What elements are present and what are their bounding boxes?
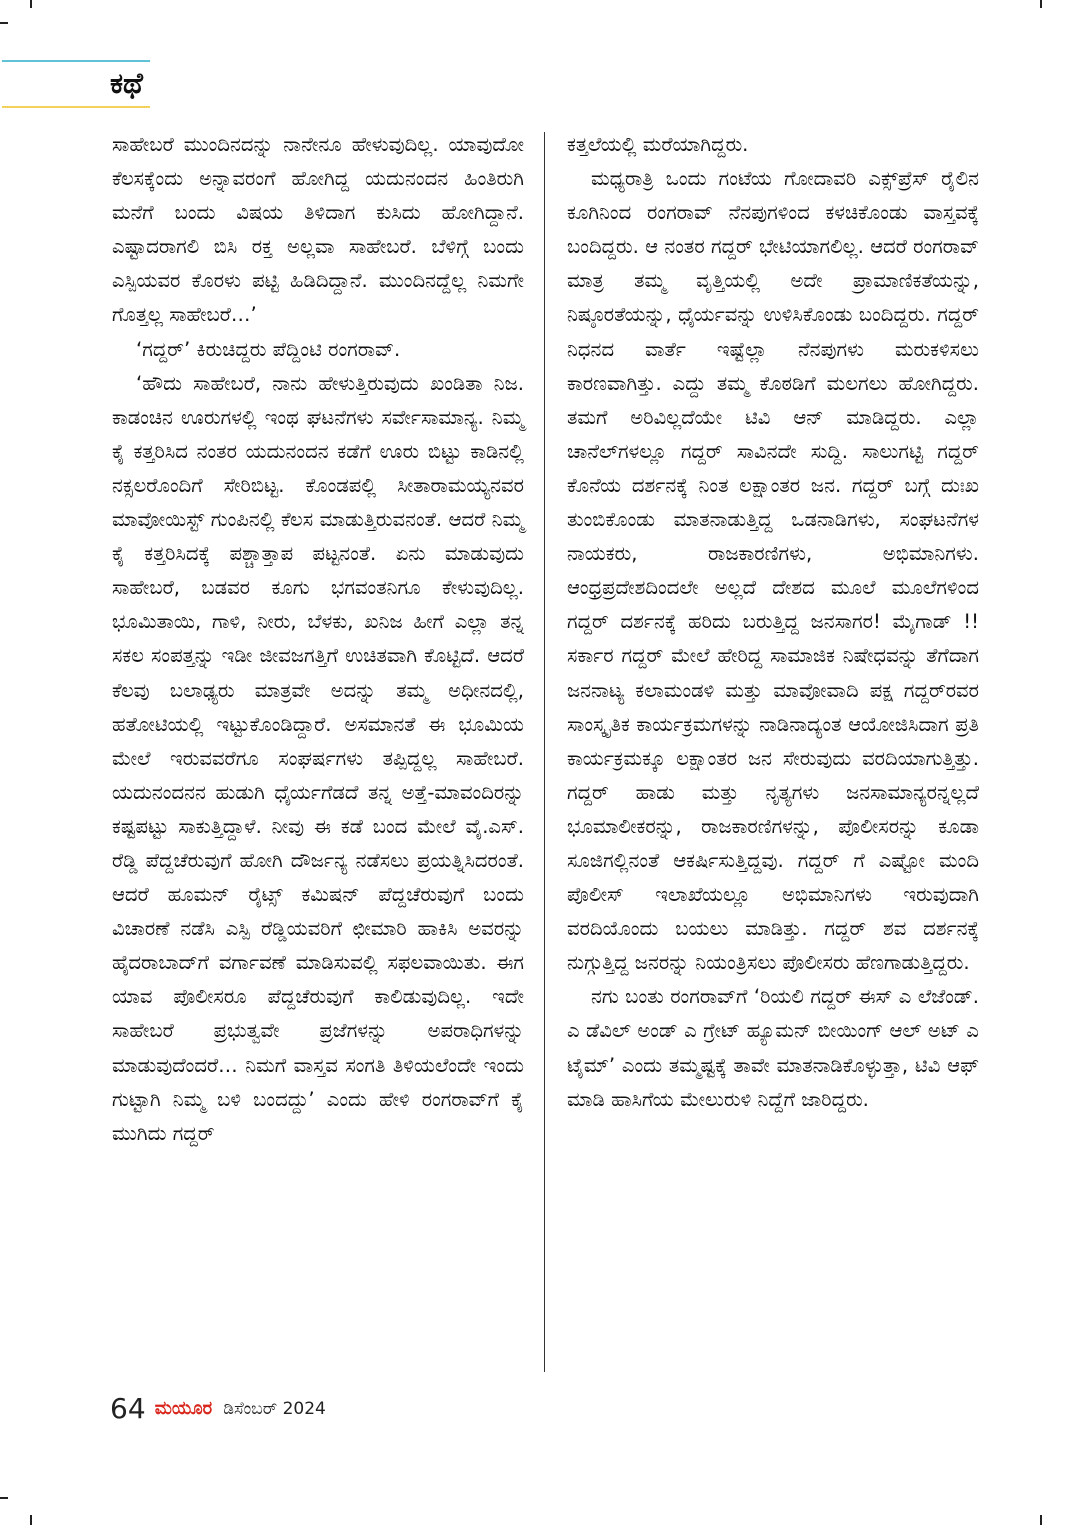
paragraph: ಮಧ್ಯರಾತ್ರಿ ಒಂದು ಗಂಟೆಯ ಗೋದಾವರಿ ಎಕ್ಸ್‌ಪ್ರೆಸ್ ರೈಲಿನ ಕೂಗಿನಿಂದ ರಂಗರಾವ್ ನೆನಪುಗಳಿಂದ ಕಳಚಿಕೊಂಡು ವಾಸ್ತವಕ್ಕೆ ಬಂದಿದ್ದರು. ಆ ನಂತರ ಗದ್ದರ್ ಭೇಟಿಯಾಗಲಿಲ್ಲ. ಆದರೆ ರಂಗರಾವ್ ಮಾತ್ರ ತಮ್ಮ ವೃತ್ತಿಯಲ್ಲಿ ಅದೇ ಪ್ರಾಮಾಣಿಕತೆಯನ್ನು, ನಿಷ್ಠೂರತೆಯನ್ನು, ಧೈರ್ಯವನ್ನು ಉಳಿಸಿಕೊಂಡು ಬಂದಿದ್ದರು. ಗದ್ದರ್ ನಿಧನದ ವಾರ್ತೆ ಇಷ್ಟೆಲ್ಲಾ ನೆನಪುಗಳು ಮರುಕಳಿಸಲು ಕಾರಣವಾಗಿತ್ತು. ಎದ್ದು ತಮ್ಮ ಕೊಠಡಿಗೆ ಮಲಗಲು ಹೋಗಿದ್ದರು. ತಮಗೆ ಅರಿವಿಲ್ಲದೆಯೇ ಟಿವಿ ಆನ್ ಮಾಡಿದ್ದರು. ಎಲ್ಲಾ ಚಾನೆಲ್‌ಗಳಲ್ಲೂ ಗದ್ದರ್ ಸಾವಿನದೇ ಸುದ್ದಿ. ಸಾಲುಗಟ್ಟಿ ಗದ್ದರ್ ಕೊನೆಯ ದರ್ಶನಕ್ಕೆ ನಿಂತ ಲಕ್ಷಾಂತರ ಜನ. ಗದ್ದರ್ ಬಗ್ಗೆ ದುಃಖ ತುಂಬಿಕೊಂಡು ಮಾತನಾಡುತ್ತಿದ್ದ ಒಡನಾಡಿಗಳು, ಸಂಘಟನೆಗಳ ನಾಯಕರು, ರಾಜಕಾರಣಿಗಳು, ಅಭಿಮಾನಿಗಳು. ಆಂಧ್ರಪ್ರದೇಶದಿಂದಲೇ ಅಲ್ಲದೆ ದೇಶದ ಮೂಲೆ ಮೂಲೆಗಳಿಂದ ಗದ್ದರ್ ದರ್ಶನಕ್ಕೆ ಹರಿದು ಬರುತ್ತಿದ್ದ ಜನಸಾಗರ! ಮೈಗಾಡ್ !! ಸರ್ಕಾರ ಗದ್ದರ್ ಮೇಲೆ ಹೇರಿದ್ದ ಸಾಮಾಜಿಕ ನಿಷೇಧವನ್ನು ತೆಗೆದಾಗ ಜನನಾಟ್ಯ ಕಲಾಮಂಡಳಿ ಮತ್ತು ಮಾವೋವಾದಿ ಪಕ್ಷ ಗದ್ದರ್‌ರವರ ಸಾಂಸ್ಕೃತಿಕ ಕಾರ್ಯಕ್ರಮಗಳನ್ನು ನಾಡಿನಾದ್ಯಂತ ಆಯೋಜಿಸಿದಾಗ ಪ್ರತಿ ಕಾರ್ಯಕ್ರಮಕ್ಕೂ ಲಕ್ಷಾಂತರ ಜನ ಸೇರುವುದು ವರದಿಯಾಗುತ್ತಿತ್ತು. ಗದ್ದರ್ ಹಾಡು ಮತ್ತು ನೃತ್ಯಗಳು ಜನಸಾಮಾನ್ಯರನ್ನಲ್ಲದೆ ಭೂಮಾಲೀಕರನ್ನು, ರಾಜಕಾರಣಿಗಳನ್ನು, ಪೊಲೀಸರನ್ನು ಕೂಡಾ ಸೂಜಿಗಲ್ಲಿನಂತೆ ಆಕರ್ಷಿಸುತ್ತಿದ್ದವು. ಗದ್ದರ್ ಗೆ ಎಷ್ಟೋ ಮಂದಿ ಪೊಲೀಸ್ ಇಲಾಖೆಯಲ್ಲೂ ಅಭಿಮಾನಿಗಳು ಇರುವುದಾಗಿ ವರದಿಯೊಂದು ಬಯಲು ಮಾಡಿತ್ತು. ಗದ್ದರ್ ಶವ ದರ್ಶನಕ್ಕೆ ನುಗ್ಗುತ್ತಿದ್ದ ಜನರನ್ನು ನಿಯಂತ್ರಿಸಲು ಪೊಲೀಸರು ಹೆಣಗಾಡುತ್ತಿದ್ದರು. <box>567 167 979 975</box>
paragraph: ಕತ್ತಲೆಯಲ್ಲಿ ಮರೆಯಾಗಿದ್ದರು. <box>567 133 749 156</box>
right-column <box>567 128 979 1117</box>
crop-mark <box>1040 0 1042 8</box>
section-rule-bottom <box>2 106 150 108</box>
crop-mark <box>30 0 32 8</box>
paragraph: ಸಾಹೇಬರೆ ಮುಂದಿನದನ್ನು ನಾನೇನೂ ಹೇಳುವುದಿಲ್ಲ. ಯಾವುದೋ ಕೆಲಸಕ್ಕೆಂದು ಅನ್ನಾವರಂಗೆ ಹೋಗಿದ್ದ ಯದುನಂದನ ಹಿಂತಿರುಗಿ ಮನೆಗೆ ಬಂದು ವಿಷಯ ತಿಳಿದಾಗ ಕುಸಿದು ಹೋಗಿದ್ದಾನೆ. ಎಷ್ಟಾದರಾಗಲಿ ಬಿಸಿ ರಕ್ತ ಅಲ್ಲವಾ ಸಾಹೇಬರೆ. ಬೆಳಿಗ್ಗೆ ಬಂದು ಎಸ್ಪಿಯವರ ಕೊರಳು ಪಟ್ಟಿ ಹಿಡಿದಿದ್ದಾನೆ. ಮುಂದಿನದ್ದೆಲ್ಲ ನಿಮಗೇ ಗೊತ್ತಲ್ಲ ಸಾಹೇಬರೆ…’ <box>112 133 524 327</box>
section-rule-top <box>2 60 150 62</box>
issue-date: ಡಿಸೆಂಬರ್ 2024 <box>223 1398 326 1419</box>
left-column <box>112 128 524 1151</box>
crop-mark <box>1040 1515 1042 1525</box>
crop-mark <box>30 1515 32 1525</box>
crop-mark <box>0 1497 8 1499</box>
page-number: 64 <box>110 1392 146 1425</box>
crop-mark <box>0 22 8 24</box>
paragraph: ‘ಗದ್ದರ್’ ಕಿರುಚಿದ್ದರು ಪೆದ್ದಿಂಟಿ ರಂಗರಾವ್. <box>136 337 401 361</box>
paragraph: ‘ಹೌದು ಸಾಹೇಬರೆ, ನಾನು ಹೇಳುತ್ತಿರುವುದು ಖಂಡಿತಾ ನಿಜ. ಕಾಡಂಚಿನ ಊರುಗಳಲ್ಲಿ ಇಂಥ ಘಟನೆಗಳು ಸರ್ವೇಸಾಮಾನ್ಯ. ನಿಮ್ಮ ಕೈ ಕತ್ತರಿಸಿದ ನಂತರ ಯದುನಂದನ ಕಡೆಗೆ ಊರು ಬಿಟ್ಟು ಕಾಡಿನಲ್ಲಿ ನಕ್ಸಲರೊಂದಿಗೆ ಸೇರಿಬಿಟ್ಟ. ಕೊಂಡಪಲ್ಲಿ ಸೀತಾರಾಮಯ್ಯನವರ ಮಾವೋಯಿಸ್ಟ್ ಗುಂಪಿನಲ್ಲಿ ಕೆಲಸ ಮಾಡುತ್ತಿರುವನಂತೆ. ಆದರೆ ನಿಮ್ಮ ಕೈ ಕತ್ತರಿಸಿದಕ್ಕೆ ಪಶ್ಚಾತ್ತಾಪ ಪಟ್ಟನಂತೆ. ಏನು ಮಾಡುವುದು ಸಾಹೇಬರೆ, ಬಡವರ ಕೂಗು ಭಗವಂತನಿಗೂ ಕೇಳುವುದಿಲ್ಲ. ಭೂಮಿತಾಯಿ, ಗಾಳಿ, ನೀರು, ಬೆಳಕು, ಖನಿಜ ಹೀಗೆ ಎಲ್ಲಾ ತನ್ನ ಸಕಲ ಸಂಪತ್ತನ್ನು ಇಡೀ ಜೀವಜಗತ್ತಿಗೆ ಉಚಿತವಾಗಿ ಕೊಟ್ಟಿದೆ. ಆದರೆ ಕೆಲವು ಬಲಾಢ್ಯರು ಮಾತ್ರವೇ ಅದನ್ನು ತಮ್ಮ ಅಧೀನದಲ್ಲಿ, ಹತೋಟಿಯಲ್ಲಿ ಇಟ್ಟುಕೊಂಡಿದ್ದಾರೆ. ಅಸಮಾನತೆ ಈ ಭೂಮಿಯ ಮೇಲೆ ಇರುವವರೆಗೂ ಸಂಘರ್ಷಗಳು ತಪ್ಪಿದ್ದಲ್ಲ ಸಾಹೇಬರೆ. ಯದುನಂದನನ ಹುಡುಗಿ ಧೈರ್ಯಗೆಡದೆ ತನ್ನ ಅತ್ತೆ-ಮಾವಂದಿರನ್ನು ಕಷ್ಟಪಟ್ಟು ಸಾಕುತ್ತಿದ್ದಾಳೆ. ನೀವು ಈ ಕಡೆ ಬಂದ ಮೇಲೆ ವೈ.ಎಸ್. ರೆಡ್ಡಿ ಪೆದ್ದಚೆರುವುಗೆ ಹೋಗಿ ದೌರ್ಜನ್ಯ ನಡೆಸಲು ಪ್ರಯತ್ನಿಸಿದರಂತೆ. ಆದರೆ ಹೂಮನ್ ರೈಟ್ಸ್ ಕಮಿಷನ್ ಪೆದ್ದಚೆರುವುಗೆ ಬಂದು ವಿಚಾರಣೆ ನಡೆಸಿ ಎಸ್ಪಿ ರೆಡ್ಡಿಯವರಿಗೆ ಛೀಮಾರಿ ಹಾಕಿಸಿ ಅವರನ್ನು ಹೈದರಾಬಾದ್‌ಗೆ ವರ್ಗಾವಣೆ ಮಾಡಿಸುವಲ್ಲಿ ಸಫಲವಾಯಿತು. ಈಗ ಯಾವ ಪೊಲೀಸರೂ ಪೆದ್ದಚೆರುವುಗೆ ಕಾಲಿಡುವುದಿಲ್ಲ. ಇದೇ ಸಾಹೇಬರೆ ಪ್ರಭುತ್ವವೇ ಪ್ರಜೆಗಳನ್ನು ಅಪರಾಧಿಗಳನ್ನು ಮಾಡುವುದೆಂದರೆ… ನಿಮಗೆ ವಾಸ್ತವ ಸಂಗತಿ ತಿಳಿಯಲೆಂದೇ ಇಂದು ಗುಟ್ಟಾಗಿ ನಿಮ್ಮ ಬಳಿ ಬಂದದ್ದು’ ಎಂದು ಹೇಳಿ ರಂಗರಾವ್‌ಗೆ ಕೈ ಮುಗಿದು ಗದ್ದರ್ <box>112 371 524 1145</box>
paragraph: ನಗು ಬಂತು ರಂಗರಾವ್‌ಗೆ ‘ರಿಯಲಿ ಗದ್ದರ್ ಈಸ್ ಎ ಲೆಜೆಂಡ್. ಎ ಡೆವಿಲ್ ಅಂಡ್ ಎ ಗ್ರೇಟ್ ಹ್ಯೂಮನ್ ಬೀಯಿಂಗ್ ಆಲ್ ಅಟ್ ಎ ಟೈಮ್’ ಎಂದು ತಮ್ಮಷ್ಟಕ್ಕೆ ತಾವೇ ಮಾತನಾಡಿಕೊಳ್ಳುತ್ತಾ, ಟಿವಿ ಆಫ್ ಮಾಡಿ ಹಾಸಿಗೆಯ ಮೇಲುರುಳಿ ನಿದ್ದೆಗೆ ಜಾರಿದ್ದರು. <box>567 985 979 1111</box>
column-divider <box>544 132 545 1372</box>
page-footer <box>110 1392 326 1425</box>
magazine-logo: ಮಯೂರ <box>154 1398 213 1419</box>
section-label: ಕಥೆ <box>110 66 143 100</box>
